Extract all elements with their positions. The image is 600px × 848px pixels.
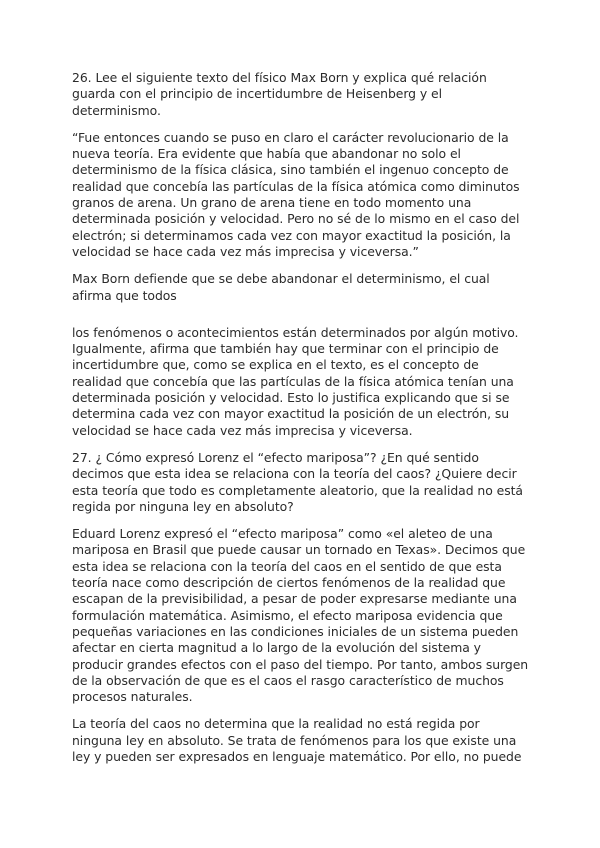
answer-26-part-2: los fenómenos o acontecimientos están determinados por algún motivo. Igualmente, afirma que también hay que terminar con el principio de incertidumbre que, como se explica en el texto, es el concepto de realidad que concebía que las partículas de la física atómica tenían una determinada posición y velocidad. Esto lo justifica explicando que si se determina cada vez con mayor exactitud la posición de un electrón, su velocidad se hace cada vez más imprecisa y viceversa. bbox=[72, 324, 519, 438]
max-born-quote: “Fue entonces cuando se puso en claro el carácter revolucionario de la nueva teoría. Era evidente que había que abandonar no solo el determinismo de la física clásica, sino también el ingenuo concepto de realidad que concebía las partículas de la física atómica como diminutos granos de arena. Un grano de arena tiene en todo momento una determinada posición y velocidad. Pero no sé de lo mismo en el caso del electrón; si determinamos cada vez con mayor exactitud la posición, la velocidad se hace cada vez más imprecisa y viceversa.” bbox=[72, 129, 520, 259]
answer-26-part-1: Max Born defiende que se debe abandonar el determinismo, el cual afirma que todos bbox=[72, 271, 490, 303]
question-27: 27. ¿ Cómo expresó Lorenz el “efecto mariposa”? ¿En qué sentido decimos que esta idea se relaciona con la teoría del caos? ¿Quiere decir esta teoría que todo es completamente aleatorio, que la realidad no está regida por ninguna ley en absoluto? bbox=[72, 449, 523, 514]
document-page bbox=[72, 70, 530, 776]
answer-27-part-1: Eduard Lorenz expresó el “efecto mariposa” como «el aleteo de una mariposa en Brasil que puede causar un tornado en Texas». Decimos que esta idea se relaciona con la teoría del caos en el sentido de que esta teoría nace como descripción de ciertos fenómenos de la realidad que escapan de la previsibilidad, a pesar de poder expresarse mediante una formulación matemática. Asimismo, el efecto mariposa evidencia que pequeñas variaciones en las condiciones iniciales de un sistema pueden afectar en cierta magnitud a lo largo de la evolución del sistema y producir grandes efectos con el paso del tiempo. Por tanto, ambos surgen de la observación de que es el caos el rasgo característico de muchos procesos naturales. bbox=[72, 526, 529, 705]
answer-27-part-2: La teoría del caos no determina que la realidad no está regida por ninguna ley en absoluto. Se trata de fenómenos para los que existe una ley y pueden ser expresados en lenguaje matemático. Por ello, no puede bbox=[72, 716, 522, 764]
question-26: 26. Lee el siguiente texto del físico Max Born y explica qué relación guarda con el principio de incertidumbre de Heisenberg y el determinismo. bbox=[72, 70, 487, 118]
